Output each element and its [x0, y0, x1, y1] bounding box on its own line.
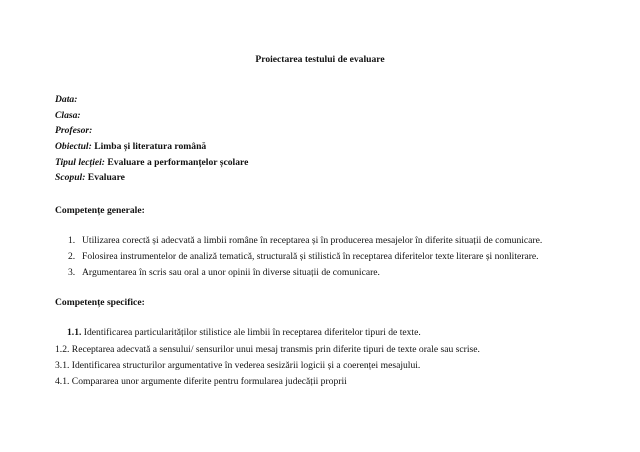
- document-title: Proiectarea testului de evaluare: [255, 54, 385, 65]
- field-obiectul: [55, 141, 206, 153]
- item-number: 1.2.: [55, 344, 70, 355]
- item-number: 4.1.: [55, 376, 70, 387]
- item-text: Folosirea instrumentelor de analiză tematică, structurală și stilistică în receptarea diferitelor texte literare și nonliterare.: [82, 251, 539, 262]
- item-text: Argumentarea în scris sau oral a unor opinii în diverse situații de comunicare.: [82, 267, 380, 278]
- field-label: Scopul:: [55, 172, 86, 183]
- field-label: Obiectul:: [55, 141, 92, 152]
- field-label: Clasa:: [55, 110, 81, 121]
- field-profesor: [55, 125, 92, 137]
- field-scopul: [55, 172, 125, 184]
- field-label: Tipul lecției:: [55, 157, 105, 168]
- field-value: Evaluare a performanțelor școlare: [107, 157, 249, 168]
- list-item: [68, 235, 542, 247]
- item-number: 2.: [68, 251, 76, 262]
- item-number: 1.: [68, 235, 76, 246]
- field-tipul-lectiei: [55, 157, 248, 169]
- list-item: [55, 344, 480, 356]
- item-text: Identificarea structurilor argumentative în vederea sesizării logicii și a coerenței mesajului.: [71, 360, 421, 371]
- list-item: [55, 376, 347, 388]
- item-text: Receptarea adecvată a sensului/ sensurilor unui mesaj transmis prin diferite tipuri de texte orale sau scrise.: [71, 344, 480, 355]
- list-item: [68, 251, 539, 263]
- item-text: Identificarea particularităților stilistice ale limbii în receptarea diferitelor tipuri de texte.: [83, 327, 421, 338]
- item-number: 1.1.: [67, 327, 82, 338]
- list-item: [55, 360, 420, 372]
- item-text: Utilizarea corectă și adecvată a limbii române în receptarea și în producerea mesajelor în diferite situații de comunicare.: [82, 235, 543, 246]
- general-competences-heading: Competențe generale:: [55, 205, 145, 216]
- field-label: Profesor:: [55, 125, 93, 136]
- list-item: [67, 327, 421, 339]
- field-data: [55, 94, 77, 106]
- item-number: 3.: [68, 267, 76, 278]
- field-clasa: [55, 110, 81, 122]
- field-value: Evaluare: [87, 172, 125, 183]
- field-label: Data:: [55, 94, 78, 105]
- field-value: Limba și literatura română: [94, 141, 207, 152]
- specific-competences-heading: Competențe specifice:: [55, 297, 145, 308]
- item-number: 3.1.: [55, 360, 70, 371]
- list-item: [68, 267, 380, 279]
- item-text: Compararea unor argumente diferite pentru formularea judecății proprii: [71, 376, 347, 387]
